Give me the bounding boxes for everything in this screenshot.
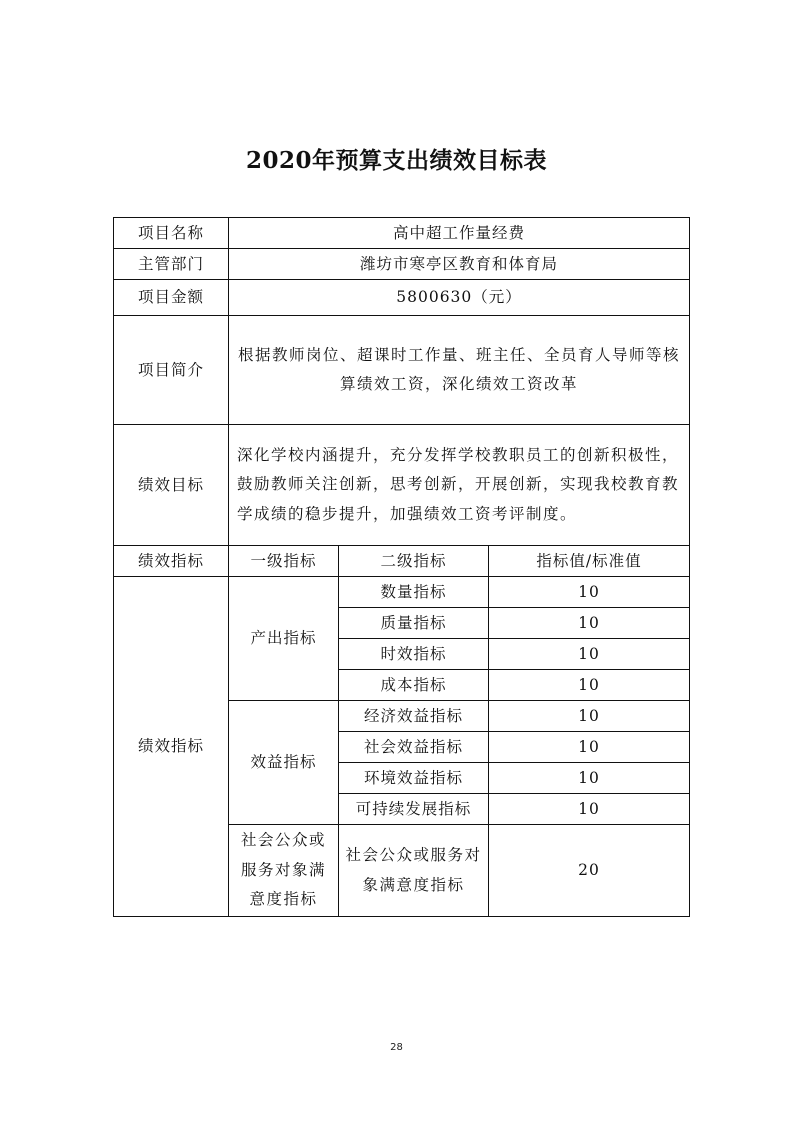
level2-name: 可持续发展指标 xyxy=(339,794,489,825)
satisfaction-indicator-label: 社会公众或服务对象满意度指标 xyxy=(229,825,339,917)
header-value: 指标值/标准值 xyxy=(489,546,690,577)
benefit-indicator-label: 效益指标 xyxy=(229,701,339,825)
summary-value: 根据教师岗位、超课时工作量、班主任、全员育人导师等核算绩效工资，深化绩效工资改革 xyxy=(229,316,690,425)
indicator-group-label: 绩效指标 xyxy=(114,577,229,917)
header-indicator: 绩效指标 xyxy=(114,546,229,577)
header-level2: 二级指标 xyxy=(339,546,489,577)
project-name-label: 项目名称 xyxy=(114,218,229,249)
level2-name: 经济效益指标 xyxy=(339,701,489,732)
indicator-value: 20 xyxy=(489,825,690,917)
row-indicator-header xyxy=(114,546,690,577)
level2-name: 成本指标 xyxy=(339,670,489,701)
document-title: 2020年预算支出绩效目标表 xyxy=(245,147,547,174)
performance-target-table xyxy=(113,217,690,917)
goal-label: 绩效目标 xyxy=(114,425,229,546)
amount-value: 5800630（元） xyxy=(229,280,690,316)
indicator-value: 10 xyxy=(489,670,690,701)
summary-label: 项目简介 xyxy=(114,316,229,425)
indicator-value: 10 xyxy=(489,577,690,608)
indicator-value: 10 xyxy=(489,701,690,732)
level2-name: 时效指标 xyxy=(339,639,489,670)
department-value: 潍坊市寒亭区教育和体育局 xyxy=(229,249,690,280)
level2-name: 数量指标 xyxy=(339,577,489,608)
output-indicator-label: 产出指标 xyxy=(229,577,339,701)
indicator-value: 10 xyxy=(489,608,690,639)
row-goal xyxy=(114,425,690,546)
indicator-value: 10 xyxy=(489,639,690,670)
page-number: 28 xyxy=(390,1042,403,1053)
goal-value: 深化学校内涵提升，充分发挥学校教职员工的创新积极性，鼓励教师关注创新，思考创新，开展创新，实现我校教育教学成绩的稳步提升，加强绩效工资考评制度。 xyxy=(229,425,690,546)
row-amount xyxy=(114,280,690,316)
amount-label: 项目金额 xyxy=(114,280,229,316)
row-project-name xyxy=(114,218,690,249)
indicator-value: 10 xyxy=(489,763,690,794)
indicator-value: 10 xyxy=(489,794,690,825)
header-level1: 一级指标 xyxy=(229,546,339,577)
level2-name: 质量指标 xyxy=(339,608,489,639)
project-name-value: 高中超工作量经费 xyxy=(229,218,690,249)
row-summary xyxy=(114,316,690,425)
level2-name: 社会公众或服务对象满意度指标 xyxy=(339,825,489,917)
row-department xyxy=(114,249,690,280)
table-row xyxy=(114,577,690,608)
level2-name: 社会效益指标 xyxy=(339,732,489,763)
level2-name: 环境效益指标 xyxy=(339,763,489,794)
indicator-value: 10 xyxy=(489,732,690,763)
department-label: 主管部门 xyxy=(114,249,229,280)
